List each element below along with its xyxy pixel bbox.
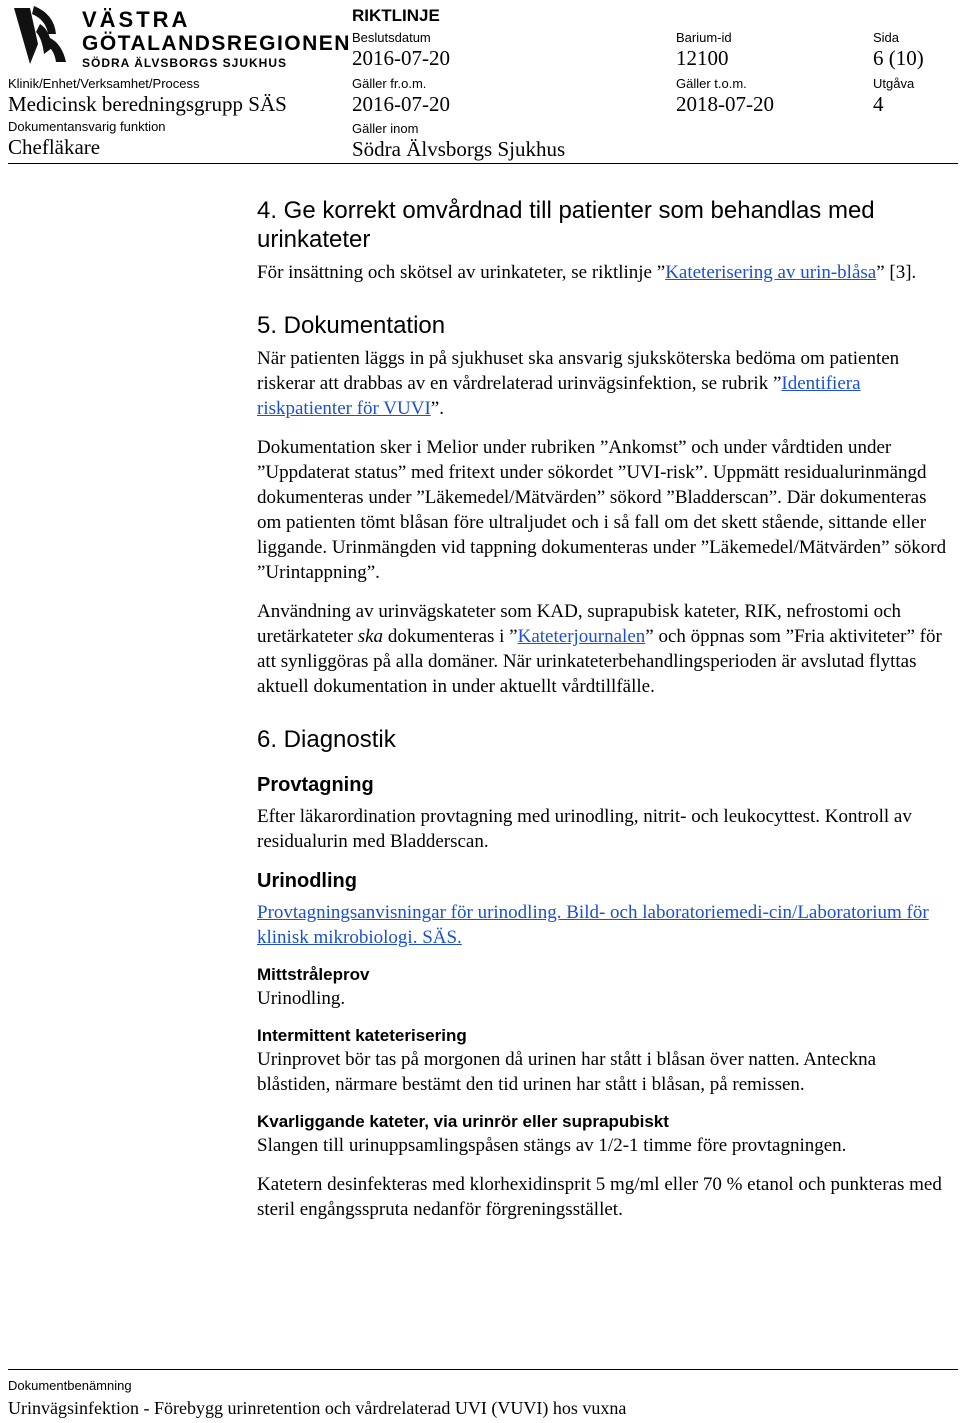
document-body xyxy=(257,196,947,1222)
ansvarig-label: Dokumentansvarig funktion xyxy=(8,119,166,134)
barium-label: Barium-id xyxy=(676,30,732,45)
mittstraleprov-heading: Mittstråleprov xyxy=(257,965,370,984)
urinodling-paragraph xyxy=(257,900,947,950)
text-span: dokumenteras i ” xyxy=(383,626,518,647)
emphasis: ska xyxy=(357,626,384,647)
section-5 xyxy=(257,311,947,699)
barium-value: 12100 xyxy=(676,46,729,70)
kvarliggande-text: Slangen till urinuppsamlingspåsen stängs av 1/2-1 timme före provtagningen. xyxy=(257,1135,847,1156)
logo-line3: SÖDRA ÄLVSBORGS SJUKHUS xyxy=(82,56,288,70)
text-span: ”. xyxy=(430,398,444,419)
galler-from-value: 2016-07-20 xyxy=(352,92,450,116)
logo-emblem-icon xyxy=(10,4,72,68)
section-6-heading: 6. Diagnostik xyxy=(257,726,396,753)
footer-divider xyxy=(8,1369,958,1370)
kateterjournalen-link[interactable]: Kateterjournalen xyxy=(517,626,646,647)
galler-from-label: Gäller fr.o.m. xyxy=(352,76,427,91)
text-span: ” [3]. xyxy=(876,262,917,283)
section-5-heading: 5. Dokumentation xyxy=(257,312,446,339)
section-5-paragraph-3 xyxy=(257,599,947,699)
beslutsdatum-value: 2016-07-20 xyxy=(352,46,450,70)
provtagning-heading: Provtagning xyxy=(257,774,374,796)
klinik-label: Klinik/Enhet/Verksamhet/Process xyxy=(8,76,200,91)
section-4-paragraph xyxy=(257,260,947,285)
intermittent-heading: Intermittent kateterisering xyxy=(257,1026,467,1045)
logo-line2: GÖTALANDSREGIONEN xyxy=(82,32,351,55)
utgava-label: Utgåva xyxy=(873,76,915,91)
galler-tom-value: 2018-07-20 xyxy=(676,92,774,116)
galler-inom-label: Gäller inom xyxy=(352,121,419,136)
doc-type: RIKTLINJE xyxy=(352,6,440,25)
kvarliggande-heading: Kvarliggande kateter, via urinrör eller suprapubiskt xyxy=(257,1112,669,1131)
beslutsdatum-label: Beslutsdatum xyxy=(352,30,431,45)
urinodling-heading: Urinodling xyxy=(257,870,357,892)
mittstraleprov-text: Urinodling. xyxy=(257,988,346,1009)
sida-value: 6 (10) xyxy=(873,46,924,70)
text-span: Användning av urinvägskateter som KAD, suprapubisk kateter, RIK, nefrostomi och uretärkateter xyxy=(257,601,902,647)
kvarliggande-text-2: Katetern desinfekteras med klorhexidinsprit 5 mg/ml eller 70 % etanol och punkteras med steril engångsspruta nedanför förgreningsstället. xyxy=(257,1174,942,1220)
provtagningsanvisningar-link[interactable]: Provtagningsanvisningar för urinodling. Bild- och laboratoriemedi-cin/Laboratorium för klinisk mikrobiologi. SÄS. xyxy=(257,902,929,948)
section-5-paragraph-1 xyxy=(257,346,947,421)
galler-tom-label: Gäller t.o.m. xyxy=(676,76,747,91)
section-6 xyxy=(257,725,947,1222)
footer-label: Dokumentbenämning xyxy=(8,1378,132,1393)
sida-label: Sida xyxy=(873,30,900,45)
section-4-heading: 4. Ge korrekt omvårdnad till patienter som behandlas med urinkateter xyxy=(257,197,875,253)
header-divider xyxy=(8,163,958,164)
intermittent-text: Urinprovet bör tas på morgonen då urinen har stått i blåsan över natten. Anteckna blåstiden, närmare bestämt den tid urinen har stått i blåsan, på remissen. xyxy=(257,1049,877,1095)
text-span: När patienten läggs in på sjukhuset ska ansvarig sjuksköterska bedöma om patienten riskerar att drabbas av en vårdrelaterad urinvägsinfektion, se rubrik ” xyxy=(257,348,900,394)
kateterisering-link[interactable]: Kateterisering av urin-blåsa xyxy=(665,262,877,283)
utgava-value: 4 xyxy=(873,92,884,116)
section-4 xyxy=(257,196,947,285)
region-logo xyxy=(10,4,351,70)
galler-inom-value: Södra Älvsborgs Sjukhus xyxy=(352,137,566,161)
riskpatienter-link[interactable]: Identifiera riskpatienter för VUVI xyxy=(257,373,861,419)
section-5-paragraph-2: Dokumentation sker i Melior under rubriken ”Ankomst” och under vårdtiden under ”Uppdaterat status” med fritext under sökordet ”UVI-risk”. Uppmätt residualurinmängd dokumenteras under ”Läkemedel/Mätvärden” sökord ”Bladderscan”. Där dokumenteras om patienten tömt blåsan före ultraljudet och i så fall om det skett stående, sittande eller liggande. Urinmängden vid tappning dokumenteras under ”Läkemedel/Mätvärden” sökord ”Urintappning”. xyxy=(257,437,947,583)
logo-line1: VÄSTRA xyxy=(82,7,191,32)
text-span: ” och öppnas som ”Fria aktiviteter” för att synliggöras på alla domäner. När urinkateterbehandlingsperioden är avslutad flyttas aktuell dokumentation in under aktuellt vårdtillfälle. xyxy=(257,626,942,697)
klinik-value: Medicinsk beredningsgrupp SÄS xyxy=(8,92,287,116)
ansvarig-value: Chefläkare xyxy=(8,135,101,159)
text-span: För insättning och skötsel av urinkateter, se riktlinje ” xyxy=(257,262,666,283)
footer-title: Urinvägsinfektion - Förebygg urinretention och vårdrelaterad UVI (VUVI) hos vuxna xyxy=(8,1398,627,1418)
provtagning-text: Efter läkarordination provtagning med urinodling, nitrit- och leukocyttest. Kontroll av residualurin med Bladderscan. xyxy=(257,806,912,852)
